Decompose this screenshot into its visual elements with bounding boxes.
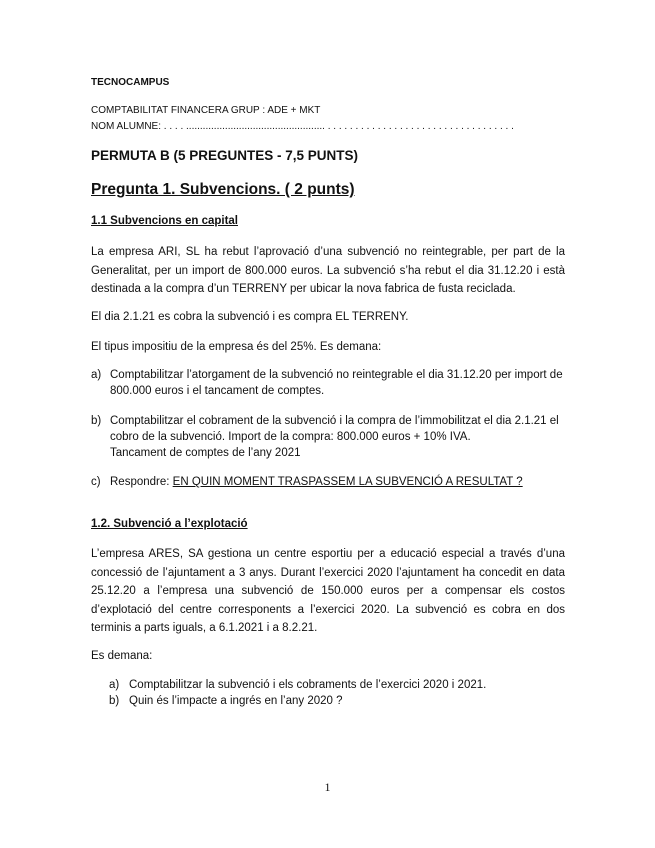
item-text: Comptabilitzar la subvenció i els cobraments de l’exercici 2020 i 2021. [129,679,487,691]
item-text: Respondre: [110,476,173,488]
section-1-2-item-a [109,677,565,693]
section-1-1-paragraph-2: El dia 2.1.21 es cobra la subvenció i es compra EL TERRENY. [91,311,409,323]
item-text: Comptabilitzar l’atorgament de la subvenció no reintegrable el dia 31.12.20 per import de 800.000 euros i el tancament de comptes. [110,369,563,397]
section-1-2-paragraph-1: L’empresa ARES, SA gestiona un centre esportiu per a educació especial a través d’una concessió de l’ajuntament a 3 anys. Durant l’exercici 2020 l’ajuntament ha concedit en data 25.12.20 a l’empresa una subvenció de 150.000 euros per a compensar els costos d’explotació del centre corresponents a l’exercici 2020. La subvenció es cobra en dos terminis a parts iguals, a 6.1.2021 i a 8.2.21. [91,548,565,634]
section-1-1-heading: 1.1 Subvencions en capital [91,215,238,227]
section-1-1-paragraph-3: El tipus impositiu de la empresa és del 25%. Es demana: [91,341,382,353]
item-label: a) [109,679,120,691]
item-label: b) [109,695,120,707]
section-1-1-item-a [91,367,565,399]
question-1-title: Pregunta 1. Subvencions. ( 2 punts) [91,181,355,198]
section-1-1-item-b [91,413,565,461]
item-label: b) [91,415,102,427]
student-name-line: NOM ALUMNE: . . . . .................................................. . . . . . . . . . . . . . . . . . . . . . . . . . . . . . . . . . . [91,121,514,132]
page-number: 1 [324,780,331,794]
section-1-2-paragraph-2: Es demana: [91,650,153,662]
item-text: Comptabilitzar el cobrament de la subvenció i la compra de l’immobilitzat el dia 2.1.21 el cobro de la subvenció. Import de la compra: 800.000 euros + 10% IVA. [110,415,559,443]
subject-line: COMPTABILITAT FINANCERA GRUP : ADE + MKT [91,105,321,116]
item-underlined-question: EN QUIN MOMENT TRASPASSEM LA SUBVENCIÓ A RESULTAT ? [172,476,523,488]
section-1-2-item-b [109,693,565,709]
item-text: Quin és l’impacte a ingrés en l’any 2020 ? [129,695,343,707]
section-1-1-paragraph-1: La empresa ARI, SL ha rebut l’aprovació d’una subvenció no reintegrable, per part de la Generalitat, per un import de 800.000 euros. La subvenció s’ha rebut el dia 31.12.20 i està destinada a la compra d’un TERRENY per ubicar la nova fabrica de fusta reciclada. [91,246,565,295]
section-1-2-heading: 1.2. Subvenció a l’explotació [91,518,248,530]
item-label: c) [91,476,101,488]
item-text-line-2: Tancament de comptes de l’any 2021 [110,447,301,459]
school-name: TECNOCAMPUS [91,77,170,88]
exam-title: PERMUTA B (5 PREGUNTES - 7,5 PUNTS) [91,148,359,163]
section-1-1-item-c [91,474,565,490]
item-label: a) [91,369,102,381]
